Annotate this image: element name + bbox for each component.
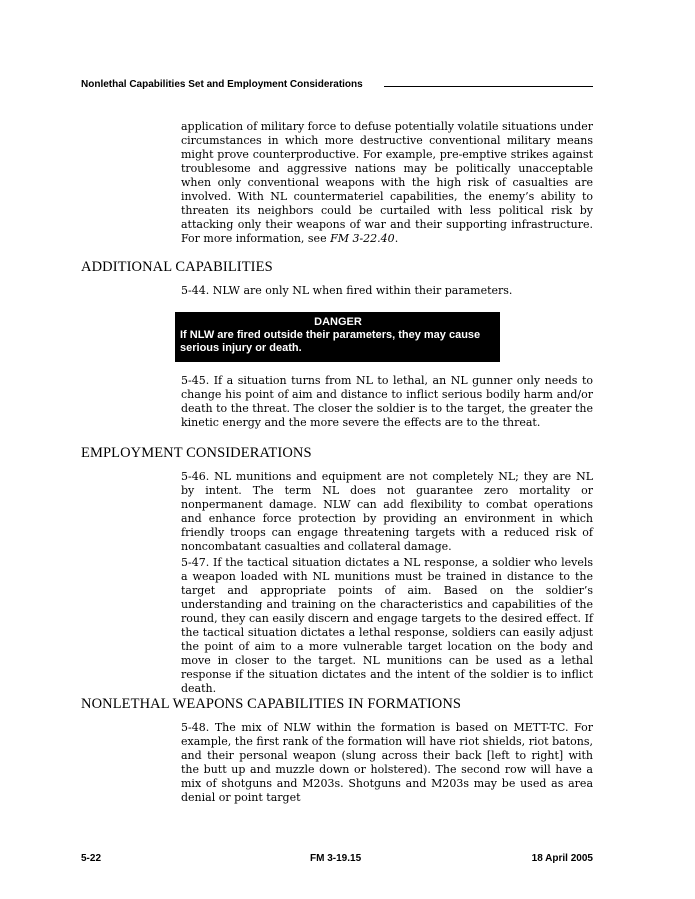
paragraph-5-47: 5-47. If the tactical situation dictates a NL response, a soldier who levels a weapon loaded with NL munitions must be trained in distance to the target and appropriate points of aim. Based on the soldier’s understanding and training on the characteristics and capabilities of the round, they can easily discern and engage targets to the desired effect. If the tactical situation dictates a lethal response, soldiers can easily adjust the point of aim to a more vulnerable target location on the body and move in closer to the target. NL munitions can be used as a lethal response if the situation dictates and the intent of the soldier is to inflict death. — [181, 556, 593, 695]
paragraph-5-46: 5-46. NL munitions and equipment are not completely NL; they are NL by intent. The term NL does not guarantee zero mortality or nonpermanent damage. NLW can add flexibility to combat operations and enhance force protection by providing an environment in which friendly troops can engage threatening targets with a reduced risk of noncombatant casualties and collateral damage. — [181, 470, 593, 553]
footer-page-number: 5-22 — [81, 853, 102, 864]
paragraph-5-44: 5-44. NLW are only NL when fired within their parameters. — [181, 284, 513, 297]
paragraph-5-45: 5-45. If a situation turns from NL to lethal, an NL gunner only needs to change his point of aim and distance to inflict serious bodily harm and/or death to the threat. The closer the soldier is to the target, the greater the kinetic energy and the more severe the effects are to the threat. — [181, 374, 593, 429]
intro-paragraph — [181, 120, 593, 246]
paragraph-5-48: 5-48. The mix of NLW within the formation is based on METT-TC. For example, the first rank of the formation will have riot shields, riot batons, and their personal weapon (slung across their back [left to right] with the butt up and muzzle down or holstered). The second row will have a mix of shotguns and M203s. Shotguns and M203s may be used as area denial or point target — [181, 721, 593, 804]
intro-text: application of military force to defuse potentially volatile situations under circumstances in which more destructive conventional military means might prove counterproductive. For example, pre-emptive strikes against troublesome and aggressive nations may be politically unacceptable when only conventional weapons with the high risk of casualties are involved. With NL countermateriel capabilities, the enemy’s ability to threaten its neighbors could be curtailed with less political risk by attacking only their weapons of war and their supporting infrastructure. For more information, see — [181, 120, 593, 245]
running-header: Nonlethal Capabilities Set and Employment Considerations — [81, 79, 363, 90]
intro-period: . — [394, 232, 399, 245]
danger-text: If NLW are fired outside their parameters, they may cause serious injury or death. — [180, 329, 481, 354]
header-rule — [384, 86, 593, 87]
heading-nlw-formations: NONLETHAL WEAPONS CAPABILITIES IN FORMATIONS — [81, 696, 462, 712]
danger-box — [175, 312, 500, 362]
heading-employment-considerations: EMPLOYMENT CONSIDERATIONS — [81, 445, 312, 461]
fm-reference: FM 3-22.40 — [330, 232, 395, 245]
danger-title: DANGER — [314, 316, 362, 328]
footer-date: 18 April 2005 — [531, 853, 593, 864]
heading-additional-capabilities: ADDITIONAL CAPABILITIES — [81, 259, 273, 275]
footer-manual: FM 3-19.15 — [310, 853, 362, 864]
